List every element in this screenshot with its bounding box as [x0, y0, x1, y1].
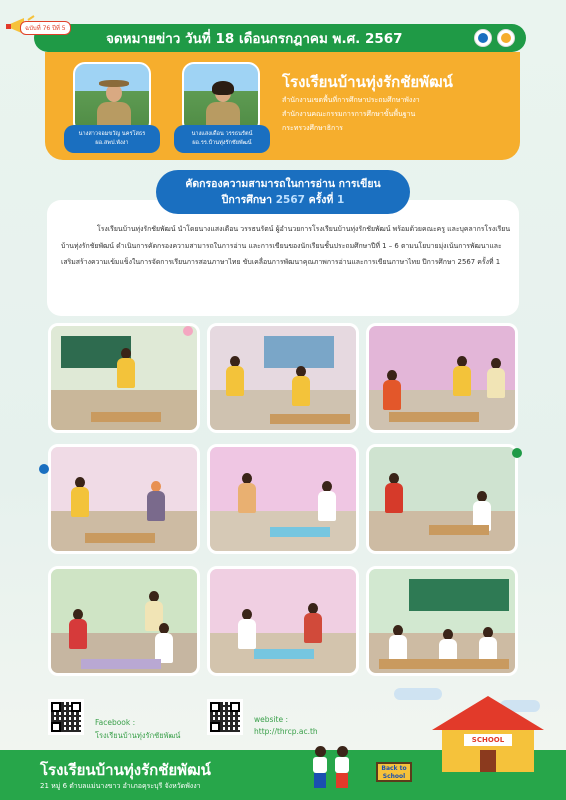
obec-logo-icon: [474, 29, 492, 47]
activity-photo-8: [207, 566, 359, 676]
director-photo: [73, 62, 151, 134]
facebook-label: Facebook :: [95, 718, 136, 727]
school-logo-icon: [497, 29, 515, 47]
back-to-school-sign: Back to School: [376, 762, 412, 782]
org-line-2: สำนักงานคณะกรรมการการศึกษาขั้นพื้นฐาน: [282, 110, 416, 118]
topic-pill: [156, 170, 410, 214]
website-qr-code[interactable]: [207, 699, 243, 735]
activity-photo-7: [48, 566, 200, 676]
newsletter-title: จดหมายข่าว วันที่ 18 เดือนกรกฎาคม พ.ศ. 2567: [106, 31, 403, 47]
header-bar: [34, 24, 526, 52]
activity-photo-3: [366, 323, 518, 433]
school-sign: SCHOOL: [464, 734, 512, 746]
decorative-dot: [39, 464, 49, 474]
activity-photo-1: [48, 323, 200, 433]
student-girl-icon: [334, 746, 350, 792]
org-line-1: สำนักงานเขตพื้นที่การศึกษาประถมศึกษาพังงา: [282, 96, 420, 104]
principal-caption: นางแสงเดือน วรรธนรัตน์ ผอ.รร.บ้านทุ่งรักชัยพัฒน์: [174, 125, 270, 153]
facebook-link[interactable]: โรงเรียนบ้านทุ่งรักชัยพัฒน์: [95, 731, 181, 740]
facebook-qr-code[interactable]: [48, 699, 84, 735]
school-name: โรงเรียนบ้านทุ่งรักชัยพัฒน์: [282, 73, 453, 91]
activity-photo-6: [366, 444, 518, 554]
activity-photo-9: [366, 566, 518, 676]
article-body: โรงเรียนบ้านทุ่งรักชัยพัฒน์ นำโดยนางแสงเดือน วรรธนรัตน์ ผู้อำนวยการโรงเรียนบ้านทุ่งรักชัยพัฒน์ พร้อมด้วยคณะครู และบุคลากรโรงเรียนบ้านทุ่งรักชัยพัฒน์ ดำเนินการคัดกรองความสามารถในการอ่าน และการเขียนของนักเรียนชั้นประถมศึกษาปีที่ 1 – 6 ตามนโยบายมุ่งเน้นการพัฒนาและเสริมสร้างความเข้มแข็งในการจัดการเรียนการสอนภาษาไทย ขับเคลื่อนการพัฒนาคุณภาพการอ่านและการเขียนภาษาไทย ปีการศึกษา 2567 ครั้งที่ 1: [61, 225, 511, 266]
student-boy-icon: [312, 746, 328, 792]
website-label: website :: [254, 715, 288, 724]
issue-badge: ฉบับที่ 76 ปีที่ 5: [20, 21, 71, 35]
footer-address: 21 หมู่ 6 ตำบลแม่นางขาว อำเภอคุระบุรี จังหวัดพังงา: [40, 782, 201, 790]
org-line-3: กระทรวงศึกษาธิการ: [282, 124, 343, 132]
topic-line-2: ปีการศึกษา 2567 ครั้งที่ 1: [221, 194, 345, 206]
footer-school-name: โรงเรียนบ้านทุ่งรักชัยพัฒน์: [40, 761, 211, 779]
activity-photo-4: [48, 444, 200, 554]
activity-photo-2: [207, 323, 359, 433]
website-link[interactable]: http://thrcp.ac.th: [254, 727, 318, 736]
activity-photo-5: [207, 444, 359, 554]
director-caption: นางสาวจอมขวัญ นครโสธร ผอ.สพป.พังงา: [64, 125, 160, 153]
decorative-dot: [183, 326, 193, 336]
topic-line-1: คัดกรองความสามารถในการอ่าน การเขียน: [185, 178, 381, 190]
decorative-dot: [512, 448, 522, 458]
principal-photo: [182, 62, 260, 134]
schoolhouse-illustration: [428, 688, 548, 776]
